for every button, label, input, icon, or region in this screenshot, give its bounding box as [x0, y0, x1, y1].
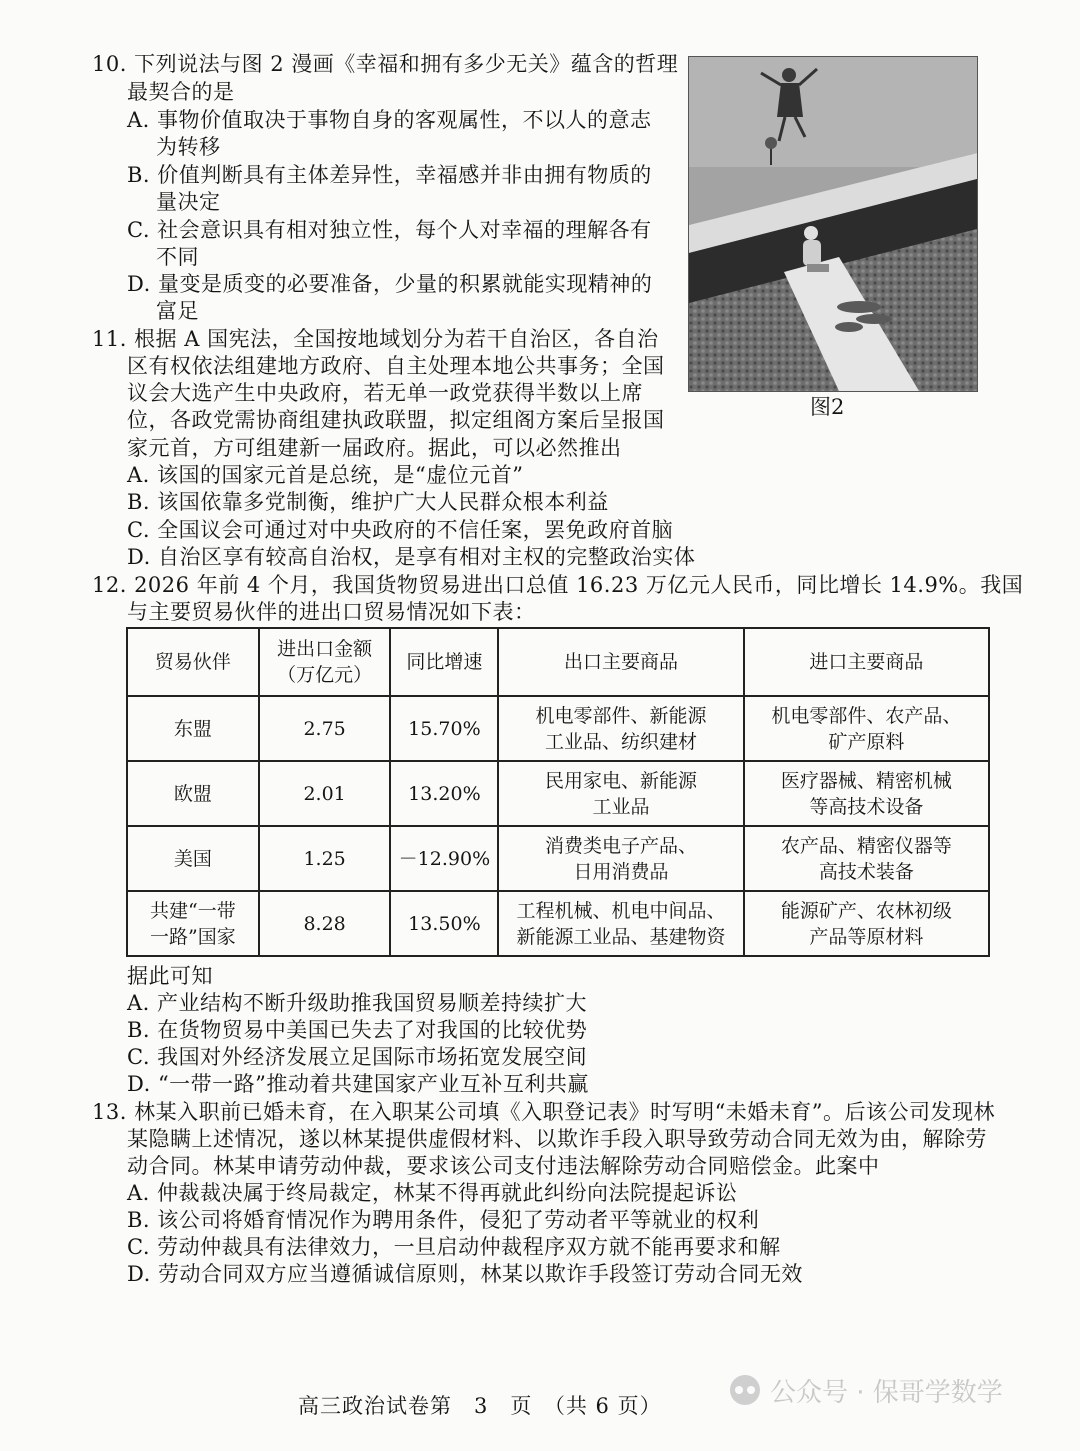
wechat-icon [730, 1375, 760, 1405]
q10-option-d-cont: 富足 [156, 299, 199, 323]
q11-option-d: D. 自治区享有较高自治权，是享有相对主权的完整政治实体 [127, 545, 696, 569]
q12-stem-line-2: 与主要贸易伙伴的进出口贸易情况如下表： [127, 600, 536, 624]
q12-option-d: D. “一带一路”推动着共建国家产业互补互利共赢 [127, 1072, 589, 1096]
q10-stem-line-1: 10. 下列说法与图 2 漫画《幸福和拥有多少无关》蕴含的哲理 [92, 52, 679, 76]
header-exports: 出口主要商品 [498, 628, 743, 696]
q11-stem-line-3: 议会大选产生中央政府，若无单一政党获得半数以上席 [127, 381, 643, 405]
cell-imports: 农产品、精密仪器等 高技术装备 [744, 826, 989, 891]
q13-option-c: C. 劳动仲裁具有法律效力，一旦启动仲裁程序双方就不能再要求和解 [127, 1235, 781, 1259]
cell-exports: 机电零部件、新能源 工业品、纺织建材 [498, 696, 743, 761]
cell-growth: 13.50% [390, 891, 498, 956]
page-footer: 高三政治试卷第 3 页 （共 6 页） [298, 1394, 662, 1418]
q13-stem-line-1: 13. 林某入职前已婚未育，在入职某公司填《入职登记表》时写明“未婚未育”。后该公司发现林 [92, 1100, 996, 1124]
cell-partner: 欧盟 [127, 761, 259, 826]
cell-growth: 13.20% [390, 761, 498, 826]
q13-option-d: D. 劳动合同双方应当遵循诚信原则，林某以欺诈手段签订劳动合同无效 [127, 1262, 803, 1286]
cell-partner: 东盟 [127, 696, 259, 761]
table-row [127, 826, 989, 891]
q13-option-a: A. 仲裁裁决属于终局裁定，林某不得再就此纠纷向法院提起诉讼 [127, 1181, 738, 1205]
cartoon-illustration [689, 57, 977, 391]
q10-option-b: B. 价值判断具有主体差异性，幸福感并非由拥有物质的 [127, 163, 652, 187]
cell-amount: 8.28 [259, 891, 391, 956]
cell-exports: 消费类电子产品、 日用消费品 [498, 826, 743, 891]
q12-after-table: 据此可知 [127, 964, 213, 988]
q12-option-b: B. 在货物贸易中美国已失去了对我国的比较优势 [127, 1018, 588, 1042]
cell-imports: 机电零部件、农产品、 矿产原料 [744, 696, 989, 761]
q11-option-a: A. 该国的国家元首是总统，是“虚位元首” [127, 463, 524, 487]
cell-partner: 美国 [127, 826, 259, 891]
q10-stem-line-2: 最契合的是 [127, 80, 235, 104]
q11-stem-line-2: 区有权依法组建地方政府、自主处理本地公共事务；全国 [127, 354, 665, 378]
header-imports: 进口主要商品 [744, 628, 989, 696]
q10-option-c: C. 社会意识具有相对独立性，每个人对幸福的理解各有 [127, 218, 652, 242]
q13-option-b: B. 该公司将婚育情况作为聘用条件，侵犯了劳动者平等就业的权利 [127, 1208, 760, 1232]
watermark-text: 公众号 · 保哥学数学 [770, 1377, 1003, 1408]
cell-imports: 能源矿产、农林初级 产品等原材料 [744, 891, 989, 956]
table-row [127, 761, 989, 826]
cell-growth: 15.70% [390, 696, 498, 761]
table-row [127, 891, 989, 956]
cell-amount: 1.25 [259, 826, 391, 891]
q10-option-c-cont: 不同 [156, 245, 199, 269]
header-partner: 贸易伙伴 [127, 628, 259, 696]
header-amount: 进出口金额 （万亿元） [259, 628, 391, 696]
cartoon-figure [688, 56, 978, 392]
q10-option-d: D. 量变是质变的必要准备，少量的积累就能实现精神的 [127, 272, 653, 296]
cell-amount: 2.01 [259, 761, 391, 826]
q11-option-c: C. 全国议会可通过对中央政府的不信任案，罢免政府首脑 [127, 518, 674, 542]
q11-stem-line-4: 位，各政党需协商组建执政联盟，拟定组阁方案后呈报国 [127, 408, 665, 432]
table-header-row [127, 628, 989, 696]
cell-amount: 2.75 [259, 696, 391, 761]
cell-imports: 医疗器械、精密机械 等高技术设备 [744, 761, 989, 826]
q10-option-a: A. 事物价值取决于事物自身的客观属性，不以人的意志 [127, 108, 652, 132]
q11-stem-line-1: 11. 根据 A 国宪法，全国按地域划分为若干自治区，各自治 [92, 327, 659, 351]
q10-option-b-cont: 量决定 [156, 190, 221, 214]
q13-stem-line-2: 某隐瞒上述情况，遂以林某提供虚假材料、以欺诈手段入职导致劳动合同无效为由，解除劳 [127, 1127, 987, 1151]
cell-partner: 共建“一带 一路”国家 [127, 891, 259, 956]
cell-growth: －12.90% [390, 826, 498, 891]
q11-option-b: B. 该国依靠多党制衡，维护广大人民群众根本利益 [127, 490, 609, 514]
q11-stem-line-5: 家元首，方可组建新一届政府。据此，可以必然推出 [127, 436, 622, 460]
figure-caption: 图2 [810, 395, 845, 419]
table-row [127, 696, 989, 761]
q12-stem-line-1: 12. 2026 年前 4 个月，我国货物贸易进出口总值 16.23 万亿元人民币，同比增长 14.9%。我国 [92, 573, 1024, 597]
watermark [730, 1368, 1003, 1412]
q10-option-a-cont: 为转移 [156, 135, 221, 159]
cell-exports: 民用家电、新能源 工业品 [498, 761, 743, 826]
q12-option-a: A. 产业结构不断升级助推我国贸易顺差持续扩大 [127, 991, 588, 1015]
q13-stem-line-3: 动合同。林某申请劳动仲裁，要求该公司支付违法解除劳动合同赔偿金。此案中 [127, 1154, 880, 1178]
cell-exports: 工程机械、机电中间品、 新能源工业品、基建物资 [498, 891, 743, 956]
q12-option-c: C. 我国对外经济发展立足国际市场拓宽发展空间 [127, 1045, 588, 1069]
trade-table [126, 627, 990, 957]
header-growth: 同比增速 [390, 628, 498, 696]
